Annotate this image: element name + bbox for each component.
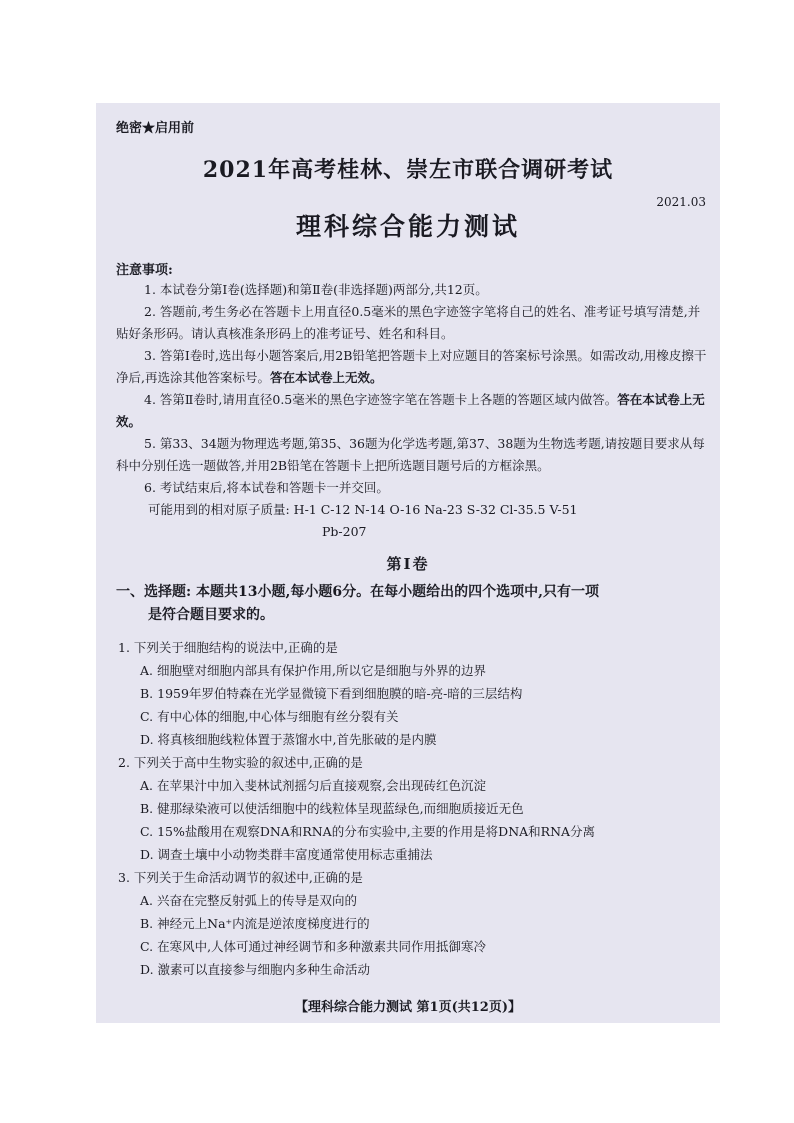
page-footer: 【理科综合能力测试 第1页(共12页)】 [295,1000,521,1015]
notes-heading: 注意事项: [116,263,173,278]
question-option: B. 神经元上Na⁺内流是逆浓度梯度进行的 [140,916,370,931]
notes-list [116,279,712,543]
question-option: A. 兴奋在完整反射弧上的传导是双向的 [140,893,357,908]
question-option: B. 健那绿染液可以使活细胞中的线粒体呈现蓝绿色,而细胞质接近无色 [140,801,524,816]
section-title: 第Ⅰ卷 [386,555,430,573]
exam-title: 2021年高考桂林、崇左市联合调研考试 [202,157,614,183]
exam-page [96,103,720,1023]
question-stem: 3. 下列关于生命活动调节的叙述中,正确的是 [118,870,363,885]
question-stem: 2. 下列关于高中生物实验的叙述中,正确的是 [118,755,363,770]
note-item: 6. 考试结束后,将本试卷和答题卡一并交回。 [144,480,389,495]
question-option: B. 1959年罗伯特森在光学显微镜下看到细胞膜的暗-亮-暗的三层结构 [140,686,523,701]
atomic-masses-cont: Pb-207 [322,524,367,539]
note-emphasis: 答在本试卷上无效。 [269,370,383,385]
question-list [118,636,708,981]
question-option: C. 有中心体的细胞,中心体与细胞有丝分裂有关 [140,709,399,724]
question-option: D. 激素可以直接参与细胞内多种生命活动 [140,962,371,977]
note-item: 5. 第33、34题为物理选考题,第35、36题为化学选考题,第37、38题为生物选考题,请按题目要求从每科中分别任选一题做答,并用2B铅笔在答题卡上把所选题目题号后的方框涂黑。 [116,436,705,473]
exam-date: 2021.03 [656,195,706,209]
note-emphasis: 答在本试卷上无效。 [116,392,705,429]
atomic-masses: 可能用到的相对原子质量: H-1 C-12 N-14 O-16 Na-23 S-32 Cl-35.5 V-51 [148,502,578,517]
exam-subtitle: 理科综合能力测试 [295,212,520,241]
question-1 [118,636,708,751]
secret-label: 绝密★启用前 [116,121,195,136]
note-item: 3. 答第Ⅰ卷时,选出每小题答案后,用2B铅笔把答题卡上对应题目的答案标号涂黑。如需改动,用橡皮擦干净后,再选涂其他答案标号。答在本试卷上无效。 [116,348,707,385]
question-option: D. 调查土壤中小动物类群丰富度通常使用标志重捕法 [140,847,433,862]
question-option: D. 将真核细胞线粒体置于蒸馏水中,首先胀破的是内膜 [140,732,437,747]
question-3 [118,866,708,981]
question-option: A. 细胞壁对细胞内部具有保护作用,所以它是细胞与外界的边界 [140,663,486,678]
question-option: A. 在苹果汁中加入斐林试剂摇匀后直接观察,会出现砖红色沉淀 [140,778,486,793]
note-item: 2. 答题前,考生务必在答题卡上用直径0.5毫米的黑色字迹签字笔将自己的姓名、准考证号填写清楚,并贴好条形码。请认真核准条形码上的准考证号、姓名和科目。 [116,304,701,341]
question-option: C. 在寒风中,人体可通过神经调节和多种激素共同作用抵御寒冷 [140,939,487,954]
question-stem: 1. 下列关于细胞结构的说法中,正确的是 [118,640,338,655]
question-2 [118,751,708,866]
note-item: 1. 本试卷分第Ⅰ卷(选择题)和第Ⅱ卷(非选择题)两部分,共12页。 [144,282,488,297]
question-option: C. 15%盐酸用在观察DNA和RNA的分布实验中,主要的作用是将DNA和RNA分离 [140,824,596,839]
section-instruction: 一、选择题: 本题共13小题,每小题6分。在每小题给出的四个选项中,只有一项 是符合题目要求的。 [116,584,600,623]
note-item: 4. 答第Ⅱ卷时,请用直径0.5毫米的黑色字迹签字笔在答题卡上各题的答题区域内做答。答在本试卷上无效。 [116,392,705,429]
